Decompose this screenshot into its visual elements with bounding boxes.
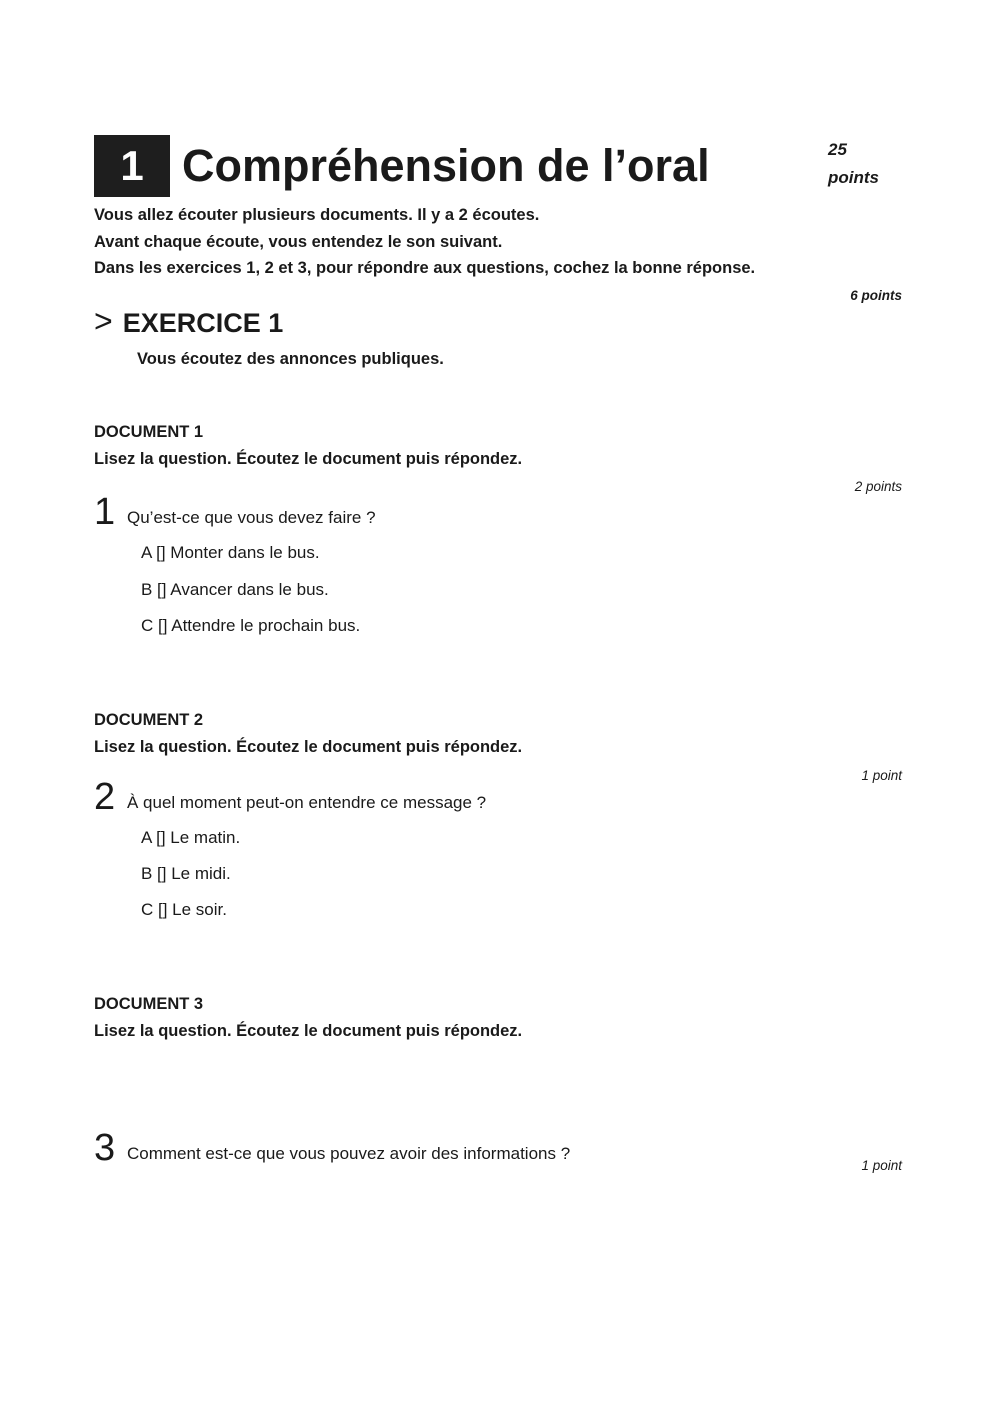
question-text: Qu’est-ce que vous devez faire ?: [127, 508, 376, 527]
exercise-title: EXERCICE 1: [122, 308, 284, 338]
question-number: 1: [94, 491, 116, 533]
document-1: [94, 419, 522, 473]
total-points-unit: points: [828, 168, 879, 187]
section-number-badge: 1: [94, 135, 170, 197]
question-number: 2: [94, 776, 116, 818]
answer-option-a[interactable]: A [] Monter dans le bus.: [141, 543, 320, 562]
answer-option-c[interactable]: C [] Attendre le prochain bus.: [141, 616, 361, 635]
exercise-subtitle: Vous écoutez des annonces publiques.: [137, 350, 444, 368]
exercise-heading: [94, 300, 283, 344]
question-text: Comment est-ce que vous pouvez avoir des informations ?: [127, 1144, 571, 1163]
question-number: 3: [94, 1127, 116, 1169]
document-title: DOCUMENT 1: [94, 423, 204, 441]
document-instruction: Lisez la question. Écoutez le document puis répondez.: [94, 1022, 523, 1040]
document-title: DOCUMENT 3: [94, 995, 204, 1013]
exercise-points: 6 points: [850, 288, 902, 303]
answer-option-a[interactable]: A [] Le matin.: [141, 828, 241, 847]
document-2: [94, 707, 522, 761]
question-points: 1 point: [861, 768, 902, 783]
document-title: DOCUMENT 2: [94, 711, 204, 729]
question-points: 2 points: [854, 479, 902, 494]
document-instruction: Lisez la question. Écoutez le document puis répondez.: [94, 450, 523, 468]
total-points: [828, 136, 879, 192]
answer-option-c[interactable]: C [] Le soir.: [141, 900, 227, 919]
answer-option-b[interactable]: B [] Avancer dans le bus.: [141, 580, 329, 599]
instruction-line: Dans les exercices 1, 2 et 3, pour répondre aux questions, cochez la bonne réponse.: [94, 259, 756, 277]
total-points-value: 25: [828, 140, 847, 159]
answer-option-b[interactable]: B [] Le midi.: [141, 864, 231, 883]
section-title: Compréhension de l’oral: [182, 140, 710, 191]
question-points: 1 point: [861, 1158, 902, 1173]
chevron-right-icon: >: [94, 303, 113, 339]
document-3: [94, 991, 522, 1045]
instruction-line: Avant chaque écoute, vous entendez le son suivant.: [94, 232, 503, 251]
instruction-line: Vous allez écouter plusieurs documents. Il y a 2 écoutes.: [94, 206, 540, 224]
question-text: À quel moment peut-on entendre ce message ?: [127, 793, 487, 812]
instructions: [94, 202, 755, 282]
document-instruction: Lisez la question. Écoutez le document puis répondez.: [94, 738, 523, 756]
